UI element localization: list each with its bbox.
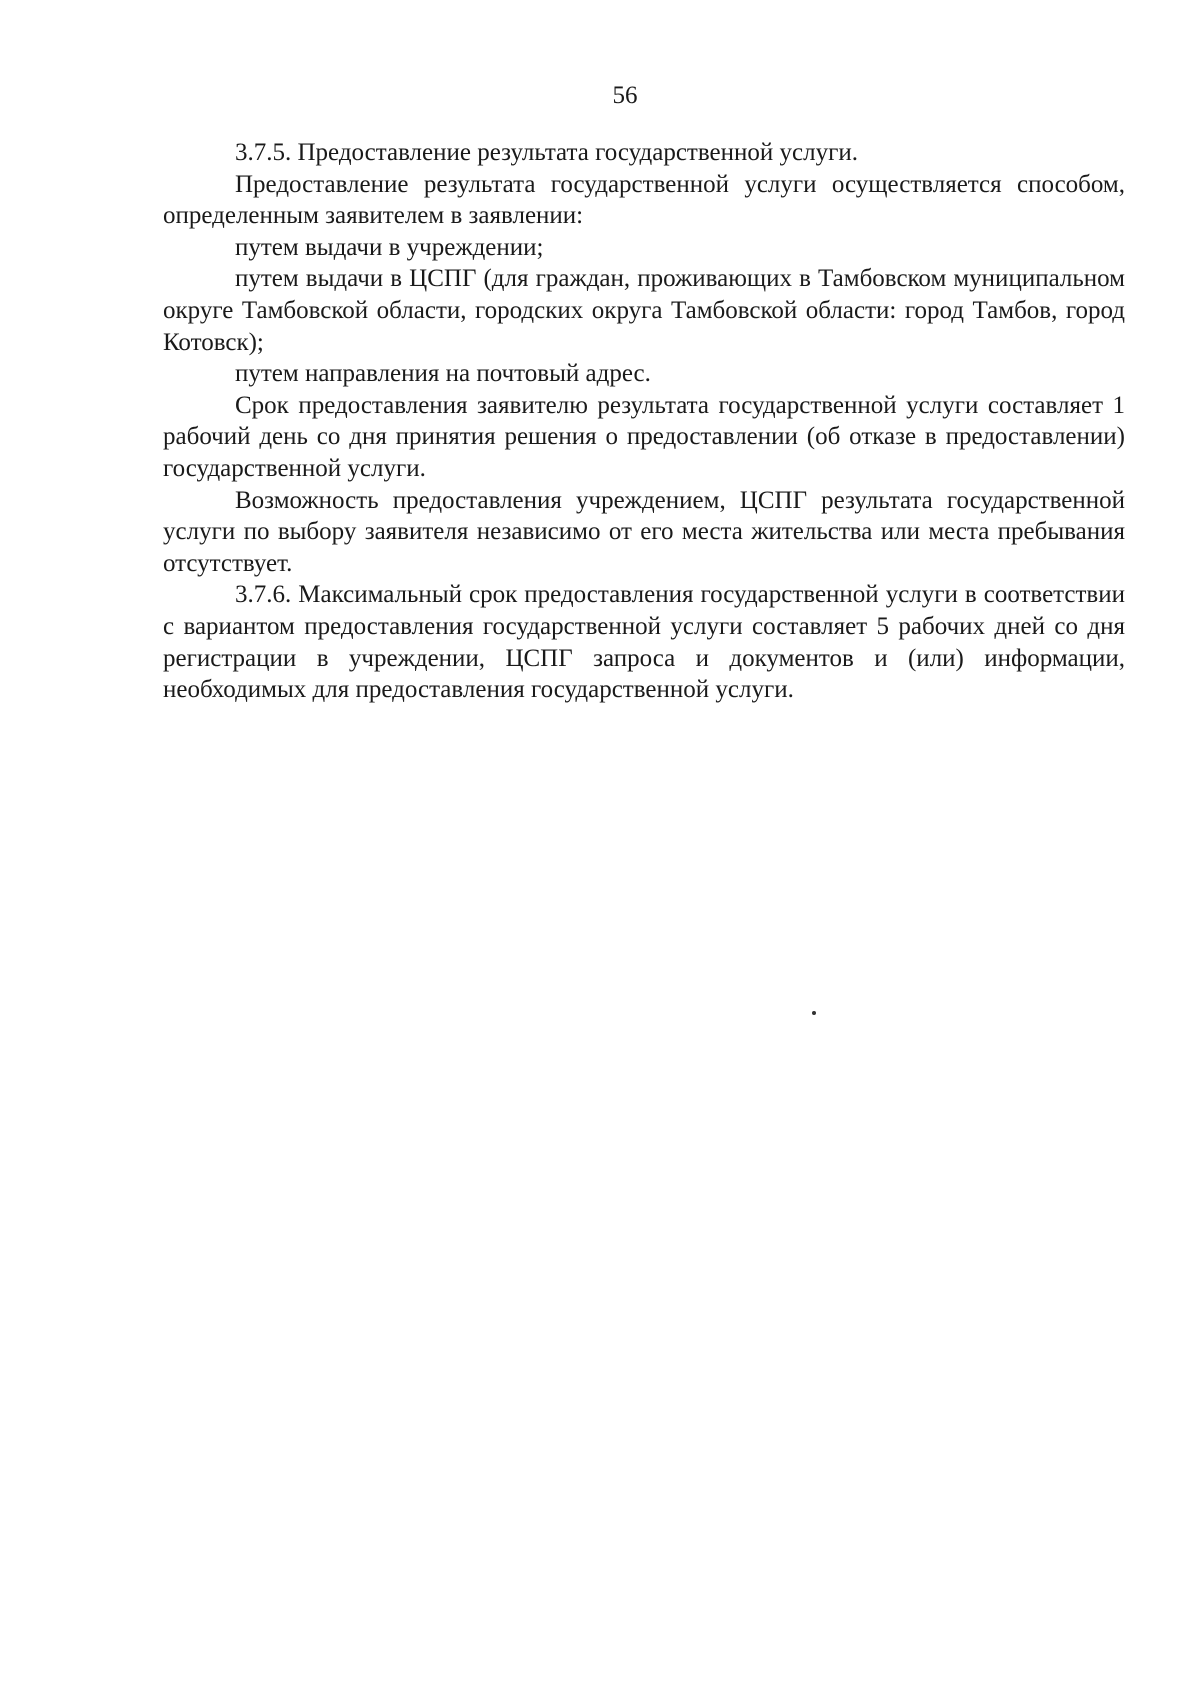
list-item-issue-at-institution: путем выдачи в учреждении; <box>235 233 544 261</box>
document-body <box>163 137 1125 706</box>
section-heading-3-7-5: 3.7.5. Предоставление результата государственной услуги. <box>235 139 858 166</box>
list-item-issue-at-cspg: путем выдачи в ЦСПГ (для граждан, проживающих в Тамбовском муниципальном округе Тамбовской области, городских округа Тамбовской области: город Тамбов, город Котовск); <box>163 265 1125 356</box>
section-heading-3-7-6: 3.7.6. Максимальный срок предоставления государственной услуги в соответствии с вариантом предоставления государственной услуги составляет 5 рабочих дней со дня регистрации в учреждении, ЦСПГ запроса и документов и (или) информации, необходимых для предоставления государственной услуги. <box>163 581 1125 704</box>
paragraph-delivery-term: Срок предоставления заявителю результата государственной услуги составляет 1 рабочий день со дня принятия решения о предоставлении (об отказе в предоставлении) государственной услуги. <box>163 391 1125 482</box>
page-number: 56 <box>612 82 638 109</box>
list-item-postal-address: путем направления на почтовый адрес. <box>235 360 651 388</box>
paragraph-delivery-method: Предоставление результата государственной услуги осуществляется способом, определенным заявителем в заявлении: <box>163 170 1125 230</box>
scan-speck <box>812 1011 816 1015</box>
paragraph-extraterritorial: Возможность предоставления учреждением, ЦСПГ результата государственной услуги по выбору заявителя независимо от его места жительства или места пребывания отсутствует. <box>163 486 1125 577</box>
